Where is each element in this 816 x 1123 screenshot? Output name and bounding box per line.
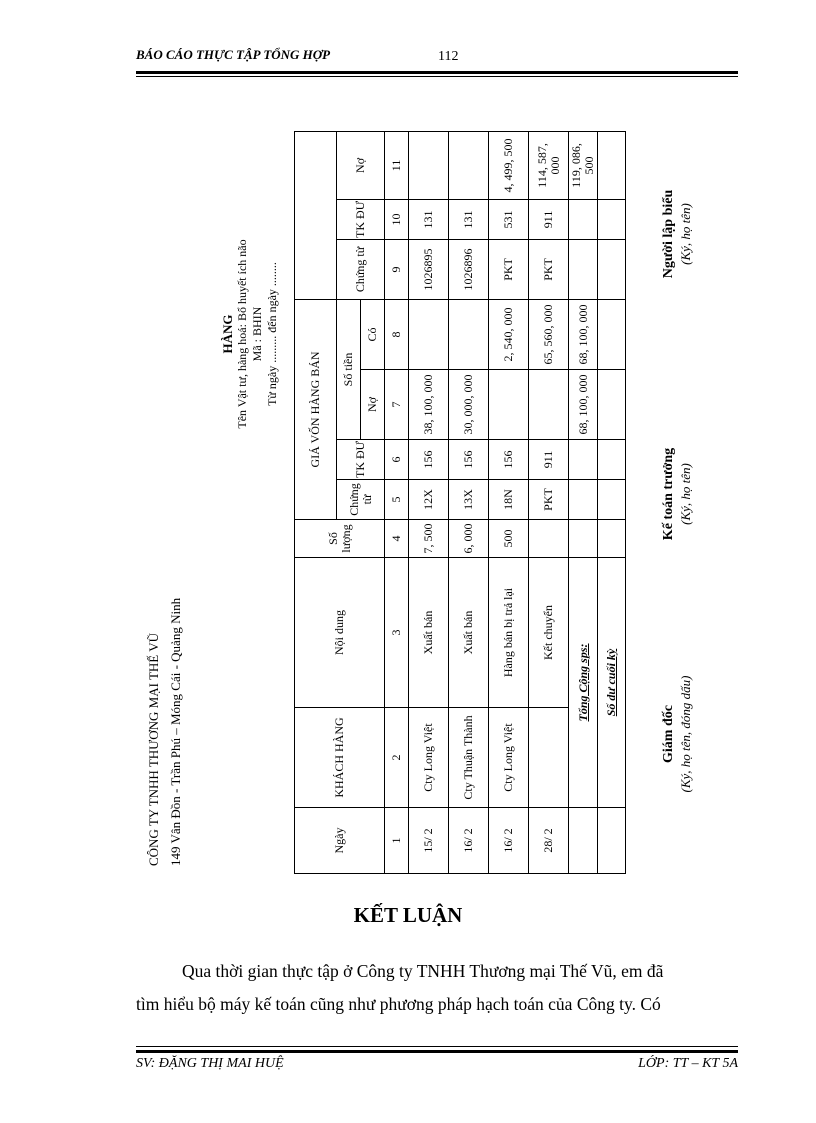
- col-number: 3: [385, 558, 409, 708]
- cell-debit: 30, 000, 000: [449, 370, 489, 440]
- cell-account: 156: [449, 440, 489, 480]
- cell-quantity: 7, 500: [409, 520, 449, 558]
- col-number: 9: [385, 239, 409, 299]
- signature-role: Người lập biểu: [661, 189, 676, 279]
- signature-note: (Ký, họ tên, đóng dấu): [678, 675, 693, 793]
- col-header-debit-2: Nợ: [337, 131, 385, 199]
- report-title: BÁO CÁO THỰC TẬP TỔNG HỢP: [136, 47, 331, 62]
- signature-role: Giám đốc: [661, 705, 676, 763]
- col-header-cogs: GIÁ VỐN HÀNG BÁN: [295, 299, 337, 519]
- cell-account-2: 911: [529, 199, 569, 239]
- cell-credit: [449, 299, 489, 369]
- col-number: 10: [385, 199, 409, 239]
- col-header-account: TK ĐƯ: [337, 440, 385, 480]
- col-number: 11: [385, 131, 409, 199]
- footer-rule: [136, 1050, 738, 1053]
- col-number: 2: [385, 708, 409, 808]
- cell-credit: 2, 540, 000: [489, 299, 529, 369]
- class-name: LỚP: TT – KT 5A: [638, 1056, 738, 1071]
- page-number: 112: [438, 49, 459, 64]
- col-header-debit: Nợ: [361, 370, 385, 440]
- signature-note: (Ký, họ tên): [678, 463, 693, 525]
- col-number: 7: [385, 370, 409, 440]
- cell-account: 156: [489, 440, 529, 480]
- cell-content: Kết chuyển: [529, 558, 569, 708]
- cell-date: 28/ 2: [529, 808, 569, 874]
- company-address: 149 Vân Đồn - Trần Phú – Móng Cái - Quảng Ninh: [168, 597, 183, 866]
- col-number: 4: [385, 520, 409, 558]
- cell-voucher: 12X: [409, 480, 449, 520]
- col-header-quantity: Số lượng: [295, 520, 385, 558]
- total-cell-empty: [569, 440, 598, 480]
- date-range: Từ ngày ......... đến ngày ........: [265, 262, 279, 406]
- closing-cell-empty: [598, 131, 626, 199]
- header-rule-thin: [136, 76, 738, 77]
- signature-note: (Ký, họ tên): [678, 203, 693, 265]
- col-header-customer: KHÁCH HÀNG: [295, 708, 385, 808]
- conclusion-line-1: Qua thời gian thực tập ở Công ty TNHH Thương mại Thế Vũ, em đã: [182, 961, 664, 981]
- cell-debit-2: [409, 131, 449, 199]
- cell-customer: [529, 708, 569, 808]
- cell-content: Xuất bán: [409, 558, 449, 708]
- footer-rule-thin: [136, 1046, 738, 1047]
- item-code: Mã : BHIN: [250, 306, 264, 362]
- col-number: 8: [385, 299, 409, 369]
- signature-chief-accountant: [660, 394, 694, 594]
- cell-customer: Cty Thuận Thành: [449, 708, 489, 808]
- col-header-amount: Số tiền: [337, 299, 361, 439]
- col-header-voucher-2: Chứng từ: [337, 239, 385, 299]
- closing-row: [598, 131, 626, 873]
- column-number-row: [385, 131, 409, 873]
- rotated-ledger-block: [140, 94, 740, 874]
- cell-content: Hàng bán bị trả lại: [489, 558, 529, 708]
- col-number: 1: [385, 808, 409, 874]
- col-number: 5: [385, 480, 409, 520]
- cell-voucher: 13X: [449, 480, 489, 520]
- ledger-heading: HÀNG: [220, 314, 235, 354]
- col-header-voucher: Chứng từ: [337, 480, 385, 520]
- cell-debit: 38, 100, 000: [409, 370, 449, 440]
- cell-debit-2: 114, 587, 000: [529, 131, 569, 199]
- total-cell-empty: [569, 480, 598, 520]
- student-name: SV: ĐẶNG THỊ MAI HUỆ: [136, 1056, 284, 1071]
- cell-debit: [529, 370, 569, 440]
- cell-debit: [489, 370, 529, 440]
- total-credit: 68, 100, 000: [569, 299, 598, 369]
- cell-date: 16/ 2: [449, 808, 489, 874]
- closing-cell-empty: [598, 239, 626, 299]
- cell-content: Xuất bán: [449, 558, 489, 708]
- cell-voucher: 18N: [489, 480, 529, 520]
- col-header-content: Nội dung: [295, 558, 385, 708]
- cell-quantity: 6, 000: [449, 520, 489, 558]
- table-row: [409, 131, 449, 873]
- cell-customer: Cty Long Việt: [409, 708, 449, 808]
- cell-voucher-2: 1026896: [449, 239, 489, 299]
- conclusion-title: KẾT LUẬN: [353, 903, 463, 927]
- col-number: 6: [385, 440, 409, 480]
- closing-cell-empty: [598, 199, 626, 239]
- cell-account-2: 131: [409, 199, 449, 239]
- cell-date: 16/ 2: [489, 808, 529, 874]
- cell-account: 156: [409, 440, 449, 480]
- cell-voucher-2: PKT: [529, 239, 569, 299]
- closing-cell-empty: [598, 480, 626, 520]
- header-rule: [136, 71, 738, 74]
- col-header-account-2: TK ĐƯ: [337, 199, 385, 239]
- total-cell-empty: [569, 239, 598, 299]
- total-cell-empty: [569, 520, 598, 558]
- total-debit-2: 119, 086, 500: [569, 131, 598, 199]
- item-name: Tên Vật tư, hàng hoá: Bổ huyết ích não: [235, 239, 249, 429]
- ledger-table: [294, 131, 626, 874]
- closing-label: Số dư cuối kỳ: [598, 558, 626, 808]
- ledger-subtitle: [220, 124, 280, 544]
- cell-voucher-2: 1026895: [409, 239, 449, 299]
- cell-debit-2: 4, 499, 500: [489, 131, 529, 199]
- cell-account-2: 531: [489, 199, 529, 239]
- signature-director: [660, 624, 694, 844]
- closing-cell-empty: [598, 520, 626, 558]
- closing-cell-empty: [598, 370, 626, 440]
- closing-cell-empty: [598, 808, 626, 874]
- cell-voucher-2: PKT: [489, 239, 529, 299]
- cell-account-2: 131: [449, 199, 489, 239]
- closing-cell-empty: [598, 299, 626, 369]
- table-row: [449, 131, 489, 873]
- company-name: CÔNG TY TNHH THƯƠNG MẠI THẾ VŨ: [146, 632, 161, 866]
- total-row: [569, 131, 598, 873]
- cell-credit: [409, 299, 449, 369]
- total-debit: 68, 100, 000: [569, 370, 598, 440]
- cell-quantity: [529, 520, 569, 558]
- signature-preparer: [660, 134, 694, 334]
- col-header-date: Ngày: [295, 808, 385, 874]
- total-cell-empty: [569, 199, 598, 239]
- cell-quantity: 500: [489, 520, 529, 558]
- closing-cell-empty: [598, 440, 626, 480]
- total-label: Tổng Cộng sps:: [569, 558, 598, 808]
- total-cell-empty: [569, 808, 598, 874]
- cell-account: 911: [529, 440, 569, 480]
- cell-date: 15/ 2: [409, 808, 449, 874]
- cell-customer: Cty Long Việt: [489, 708, 529, 808]
- col-header-blank: [295, 131, 337, 299]
- cell-voucher: PKT: [529, 480, 569, 520]
- col-header-credit: Có: [361, 299, 385, 369]
- cell-debit-2: [449, 131, 489, 199]
- conclusion-line-2: tìm hiểu bộ máy kế toán cũng như phương pháp hạch toán của Công ty. Có: [136, 994, 661, 1014]
- cell-credit: 65, 560, 000: [529, 299, 569, 369]
- signature-role: Kế toán trưởng: [661, 447, 676, 541]
- table-row: [529, 131, 569, 873]
- table-row: [489, 131, 529, 873]
